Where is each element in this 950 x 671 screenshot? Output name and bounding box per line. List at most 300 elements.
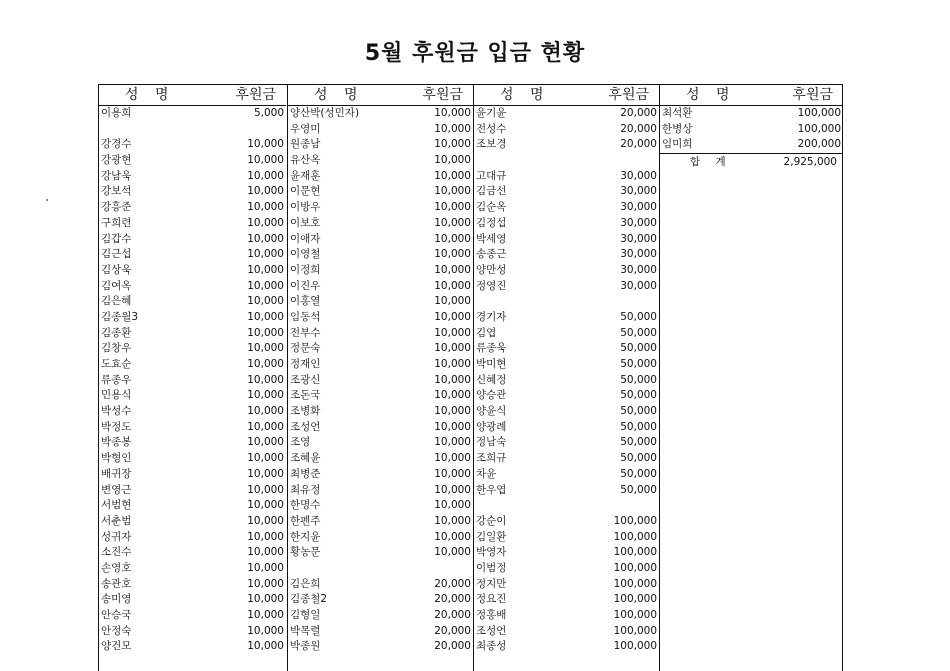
donation-amount: 100,000 xyxy=(613,640,657,653)
donation-amount: 10,000 xyxy=(434,107,471,119)
table-row xyxy=(474,451,659,467)
donor-name: 이애자 xyxy=(290,232,321,245)
donor-name: 정요진 xyxy=(476,593,507,606)
table-row xyxy=(288,106,473,122)
donor-name: 이문현 xyxy=(290,185,321,198)
table-row xyxy=(99,357,286,373)
donation-amount: 10,000 xyxy=(247,263,284,276)
donor-name: 강광현 xyxy=(101,154,132,167)
donor-name: 송관호 xyxy=(101,577,132,590)
donor-name: 정영진 xyxy=(476,279,507,292)
donation-amount: 10,000 xyxy=(434,405,471,418)
total-label: 합 계 xyxy=(690,156,732,169)
table-row xyxy=(474,263,659,279)
donor-name: 박종원 xyxy=(290,640,321,653)
donation-amount: 10,000 xyxy=(434,499,471,512)
donor-name: 조희규 xyxy=(476,452,507,465)
donation-amount: 10,000 xyxy=(247,201,284,214)
donor-name: 김순옥 xyxy=(476,201,507,214)
table-row xyxy=(474,169,659,185)
table-row xyxy=(474,373,659,389)
donor-name: 우영미 xyxy=(290,122,321,135)
table-row xyxy=(288,373,473,389)
donor-name: 양윤식 xyxy=(476,405,507,418)
donor-name: 박성수 xyxy=(101,405,132,418)
table-row xyxy=(99,122,286,138)
donation-amount: 10,000 xyxy=(434,530,471,543)
donor-name: 정지만 xyxy=(476,577,507,590)
column-header xyxy=(99,85,286,106)
donation-amount: 10,000 xyxy=(434,279,471,292)
table-row xyxy=(288,169,473,185)
table-row xyxy=(288,561,473,577)
table-row xyxy=(288,530,473,546)
donor-name: 차윤 xyxy=(476,467,497,480)
table-row xyxy=(99,592,286,608)
donor-name: 김종환 xyxy=(101,326,132,339)
donor-name: 송종근 xyxy=(476,248,507,261)
donor-name: 김갑수 xyxy=(101,232,132,245)
donor-name: 김여옥 xyxy=(101,279,132,292)
donation-amount: 10,000 xyxy=(434,420,471,433)
table-row xyxy=(288,232,473,248)
table-row xyxy=(99,530,286,546)
donation-amount: 10,000 xyxy=(247,640,284,653)
table-row xyxy=(288,545,473,561)
donation-table xyxy=(98,84,843,671)
table-row xyxy=(99,247,286,263)
donor-name: 소진수 xyxy=(101,546,132,559)
table-row xyxy=(474,153,659,169)
table-row xyxy=(474,420,659,436)
table-row xyxy=(288,122,473,138)
donor-name: 이정희 xyxy=(290,263,321,276)
donation-amount: 10,000 xyxy=(434,248,471,261)
donation-amount: 50,000 xyxy=(620,467,657,480)
donor-name: 구희련 xyxy=(101,216,132,229)
donor-name: 양만성 xyxy=(476,263,507,276)
table-row xyxy=(288,216,473,232)
table-row xyxy=(474,294,659,310)
table-row xyxy=(99,200,286,216)
table-row xyxy=(474,122,659,138)
table-row xyxy=(474,577,659,593)
table-row xyxy=(288,498,473,514)
table-row xyxy=(474,184,659,200)
donation-amount: 10,000 xyxy=(247,216,284,229)
donation-amount: 50,000 xyxy=(620,342,657,355)
donation-amount: 20,000 xyxy=(434,577,471,590)
donation-amount: 10,000 xyxy=(247,169,284,182)
donor-name: 서춘범 xyxy=(101,514,132,527)
donation-amount: 50,000 xyxy=(620,358,657,370)
donation-amount: 10,000 xyxy=(247,436,284,449)
table-row xyxy=(660,137,843,153)
donor-name: 배귀장 xyxy=(101,467,132,480)
donation-amount: 10,000 xyxy=(247,483,284,496)
donor-name: 김형일 xyxy=(290,609,321,621)
donation-amount: 10,000 xyxy=(434,452,471,465)
donation-amount: 100,000 xyxy=(613,561,657,574)
table-row xyxy=(99,326,286,342)
table-row xyxy=(99,435,286,451)
table-row xyxy=(99,639,286,655)
donor-name: 김종철2 xyxy=(290,593,328,606)
donor-name: 김금선 xyxy=(476,185,507,198)
donor-name: 윤재훈 xyxy=(290,169,321,182)
donation-amount: 30,000 xyxy=(620,232,657,245)
table-row xyxy=(288,184,473,200)
donation-amount: 10,000 xyxy=(247,326,284,339)
table-row xyxy=(99,608,286,624)
donor-name: 강보석 xyxy=(101,185,132,198)
donation-amount: 10,000 xyxy=(434,467,471,480)
table-row xyxy=(288,639,473,655)
table-row xyxy=(99,216,286,232)
donor-name: 최유정 xyxy=(290,483,321,496)
header-amount: 후원금 xyxy=(608,87,649,103)
donation-amount: 10,000 xyxy=(434,232,471,245)
table-row xyxy=(99,137,286,153)
donation-amount: 30,000 xyxy=(620,279,657,292)
donor-name: 김상욱 xyxy=(101,263,132,276)
donation-amount: 10,000 xyxy=(434,310,471,323)
donation-amount: 10,000 xyxy=(247,248,284,261)
donation-amount: 50,000 xyxy=(620,483,657,496)
donation-amount: 10,000 xyxy=(434,263,471,276)
donation-amount: 30,000 xyxy=(620,201,657,214)
donor-name: 최석환 xyxy=(662,107,693,119)
donation-amount: 100,000 xyxy=(613,530,657,543)
table-row xyxy=(288,467,473,483)
donor-name: 강흥준 xyxy=(101,201,132,214)
table-row xyxy=(288,624,473,640)
donation-amount: 10,000 xyxy=(434,342,471,355)
donation-amount: 10,000 xyxy=(247,530,284,543)
donor-name: 박영자 xyxy=(476,546,507,559)
table-row xyxy=(474,310,659,326)
total-value: 2,925,000 xyxy=(783,156,837,169)
donation-amount: 10,000 xyxy=(247,154,284,167)
donation-amount: 10,000 xyxy=(247,577,284,590)
donation-amount: 50,000 xyxy=(620,405,657,418)
donor-name: 이용희 xyxy=(101,107,132,119)
header-amount: 후원금 xyxy=(235,87,276,103)
donation-amount: 20,000 xyxy=(620,138,657,151)
donation-amount: 10,000 xyxy=(247,546,284,559)
donor-name: 양승관 xyxy=(476,389,507,402)
donor-name: 유산옥 xyxy=(290,154,321,167)
table-row xyxy=(288,404,473,420)
table-row xyxy=(99,420,286,436)
donation-amount: 10,000 xyxy=(434,138,471,151)
donation-amount: 30,000 xyxy=(620,169,657,182)
table-row xyxy=(474,545,659,561)
header-name: 성 명 xyxy=(314,87,364,103)
table-row xyxy=(99,483,286,499)
donor-name: 조돈국 xyxy=(290,389,321,402)
donor-name: 안승국 xyxy=(101,609,132,621)
table-row xyxy=(99,373,286,389)
donor-name: 강남욱 xyxy=(101,169,132,182)
donation-amount: 100,000 xyxy=(613,514,657,527)
table-row xyxy=(288,451,473,467)
header-name: 성 명 xyxy=(125,87,175,103)
table-row xyxy=(288,420,473,436)
table-row xyxy=(288,326,473,342)
donor-name: 조영 xyxy=(290,436,311,449)
donation-amount: 10,000 xyxy=(434,514,471,527)
donor-name: 양광례 xyxy=(476,420,507,433)
donation-amount: 50,000 xyxy=(620,326,657,339)
donation-amount: 50,000 xyxy=(620,373,657,386)
table-row xyxy=(474,106,659,122)
donation-amount: 10,000 xyxy=(247,279,284,292)
table-row xyxy=(99,404,286,420)
table-row xyxy=(474,279,659,295)
table-row xyxy=(99,498,286,514)
donation-amount: 20,000 xyxy=(620,122,657,135)
table-row xyxy=(474,341,659,357)
donation-amount: 10,000 xyxy=(434,185,471,198)
donor-name: 강경수 xyxy=(101,138,132,151)
donor-name: 김엽 xyxy=(476,326,497,339)
donation-amount: 10,000 xyxy=(247,295,284,308)
donation-amount: 10,000 xyxy=(247,609,284,621)
donation-amount: 10,000 xyxy=(247,358,284,370)
donation-amount: 50,000 xyxy=(620,452,657,465)
donation-amount: 10,000 xyxy=(434,169,471,182)
donation-amount: 20,000 xyxy=(434,624,471,637)
donor-name: 고대규 xyxy=(476,169,507,182)
donation-amount: 10,000 xyxy=(247,342,284,355)
column-rows xyxy=(660,106,843,153)
table-row xyxy=(99,232,286,248)
donor-name: 최종성 xyxy=(476,640,507,653)
table-row xyxy=(288,137,473,153)
table-row xyxy=(99,106,286,122)
table-row xyxy=(99,545,286,561)
donation-amount: 50,000 xyxy=(620,436,657,449)
donation-amount: 20,000 xyxy=(434,609,471,621)
donation-amount: 10,000 xyxy=(247,185,284,198)
table-row xyxy=(288,310,473,326)
donor-name: 임미희 xyxy=(662,138,693,151)
table-row xyxy=(474,483,659,499)
donor-name: 류종우 xyxy=(101,373,132,386)
table-row xyxy=(474,639,659,655)
table-row xyxy=(474,608,659,624)
donor-name: 임동석 xyxy=(290,310,321,323)
donation-amount: 100,000 xyxy=(613,577,657,590)
table-row xyxy=(474,232,659,248)
table-row xyxy=(99,467,286,483)
donor-name: 박미현 xyxy=(476,358,507,370)
table-row xyxy=(99,153,286,169)
table-row xyxy=(99,279,286,295)
donation-amount: 10,000 xyxy=(434,358,471,370)
donation-amount: 10,000 xyxy=(247,624,284,637)
donor-name: 한병상 xyxy=(662,122,693,135)
column-rows xyxy=(99,106,286,655)
donation-amount: 10,000 xyxy=(247,499,284,512)
donation-amount: 5,000 xyxy=(253,107,284,119)
table-row xyxy=(288,279,473,295)
donation-amount: 10,000 xyxy=(434,373,471,386)
donation-amount: 30,000 xyxy=(620,263,657,276)
page-title: 5월 후원금 입금 현황 xyxy=(364,41,586,66)
donation-amount: 10,000 xyxy=(247,561,284,574)
donation-amount: 10,000 xyxy=(247,310,284,323)
table-row xyxy=(474,435,659,451)
donor-name: 김종월3 xyxy=(101,310,139,323)
donation-amount: 100,000 xyxy=(613,609,657,621)
donor-name: 한우엽 xyxy=(476,483,507,496)
donation-amount: 100,000 xyxy=(613,546,657,559)
donation-amount: 10,000 xyxy=(247,405,284,418)
table-row xyxy=(474,137,659,153)
donor-name: 전성수 xyxy=(476,122,507,135)
donation-amount: 10,000 xyxy=(434,122,471,135)
donation-amount: 10,000 xyxy=(434,326,471,339)
donor-name: 강순이 xyxy=(476,514,507,527)
table-row xyxy=(99,263,286,279)
donation-amount: 10,000 xyxy=(434,295,471,308)
donation-amount: 10,000 xyxy=(434,389,471,402)
donation-amount: 100,000 xyxy=(613,624,657,637)
donation-amount: 10,000 xyxy=(247,467,284,480)
table-row xyxy=(474,592,659,608)
donor-name: 송미영 xyxy=(101,593,132,606)
donation-amount: 10,000 xyxy=(434,201,471,214)
table-row xyxy=(660,122,843,138)
donation-amount: 10,000 xyxy=(247,232,284,245)
donor-name: 김은희 xyxy=(290,577,321,590)
donation-amount: 10,000 xyxy=(247,138,284,151)
donor-name: 김창우 xyxy=(101,342,132,355)
donation-amount: 20,000 xyxy=(434,593,471,606)
donation-amount: 10,000 xyxy=(247,373,284,386)
donor-name: 조보경 xyxy=(476,138,507,151)
table-row xyxy=(99,294,286,310)
donor-name: 한지윤 xyxy=(290,530,321,543)
table-row xyxy=(660,106,843,122)
donation-amount: 10,000 xyxy=(247,420,284,433)
donor-name: 원종남 xyxy=(290,138,321,151)
donation-amount: 100,000 xyxy=(613,593,657,606)
table-row xyxy=(99,577,286,593)
donor-name: 이영철 xyxy=(290,248,321,261)
donor-name: 변영근 xyxy=(101,483,132,496)
donation-amount: 10,000 xyxy=(434,154,471,167)
donation-amount: 20,000 xyxy=(434,640,471,653)
donor-name: 박종봉 xyxy=(101,436,132,449)
table-row xyxy=(99,388,286,404)
donation-amount: 30,000 xyxy=(620,248,657,261)
table-row xyxy=(288,357,473,373)
donor-name: 윤기윤 xyxy=(476,107,507,119)
table-column-1 xyxy=(99,85,286,671)
donation-amount: 10,000 xyxy=(247,514,284,527)
donor-name: 이진우 xyxy=(290,279,321,292)
total-row xyxy=(660,153,843,170)
header-amount: 후원금 xyxy=(422,87,463,103)
table-row xyxy=(474,624,659,640)
header-name: 성 명 xyxy=(500,87,550,103)
donation-amount: 50,000 xyxy=(620,310,657,323)
donor-name: 박정도 xyxy=(101,420,132,433)
donor-name: 서범현 xyxy=(101,499,132,512)
table-row xyxy=(99,184,286,200)
table-row xyxy=(288,153,473,169)
donor-name: 정문숙 xyxy=(290,342,321,355)
table-row xyxy=(474,326,659,342)
donor-name: 최병준 xyxy=(290,467,321,480)
donor-name: 황농문 xyxy=(290,546,321,559)
donor-name: 박형인 xyxy=(101,452,132,465)
column-header xyxy=(660,85,843,106)
donor-name: 한명수 xyxy=(290,499,321,512)
donor-name: 민용식 xyxy=(101,389,132,402)
donation-amount: 10,000 xyxy=(247,389,284,402)
table-row xyxy=(474,467,659,483)
donation-amount: 10,000 xyxy=(434,436,471,449)
table-row xyxy=(99,514,286,530)
header-amount: 후원금 xyxy=(792,87,833,103)
donation-amount: 50,000 xyxy=(620,389,657,402)
column-header xyxy=(474,85,659,106)
donor-name: 김일환 xyxy=(476,530,507,543)
table-row xyxy=(288,200,473,216)
donor-name: 정남숙 xyxy=(476,436,507,449)
table-row xyxy=(474,357,659,373)
table-row xyxy=(288,577,473,593)
table-row xyxy=(99,310,286,326)
table-row xyxy=(288,247,473,263)
donor-name: 이방우 xyxy=(290,201,321,214)
donor-name: 성귀자 xyxy=(101,530,132,543)
table-row xyxy=(288,608,473,624)
column-rows xyxy=(288,106,473,655)
donor-name: 이홍열 xyxy=(290,295,321,308)
table-row xyxy=(474,388,659,404)
table-row xyxy=(288,514,473,530)
donor-name: 양건모 xyxy=(101,640,132,653)
table-row xyxy=(288,592,473,608)
donation-amount: 50,000 xyxy=(620,420,657,433)
table-row xyxy=(288,388,473,404)
table-column-2 xyxy=(287,85,473,671)
donor-name: 이보호 xyxy=(290,216,321,229)
donor-name: 김은혜 xyxy=(101,295,132,308)
donor-name: 김정섭 xyxy=(476,216,507,229)
table-row xyxy=(99,169,286,185)
donor-name: 안정숙 xyxy=(101,624,132,637)
table-row xyxy=(99,451,286,467)
donor-name: 정홍배 xyxy=(476,609,507,621)
donor-name: 양산박(성민자) xyxy=(290,107,360,119)
table-row xyxy=(474,514,659,530)
scan-speck xyxy=(46,199,48,201)
donation-amount: 100,000 xyxy=(797,107,841,119)
table-row xyxy=(474,404,659,420)
table-row xyxy=(474,498,659,514)
column-header xyxy=(288,85,473,106)
donor-name: 조병화 xyxy=(290,405,321,418)
donor-name: 이범정 xyxy=(476,561,507,574)
table-row xyxy=(474,561,659,577)
donor-name: 한펜주 xyxy=(290,514,321,527)
